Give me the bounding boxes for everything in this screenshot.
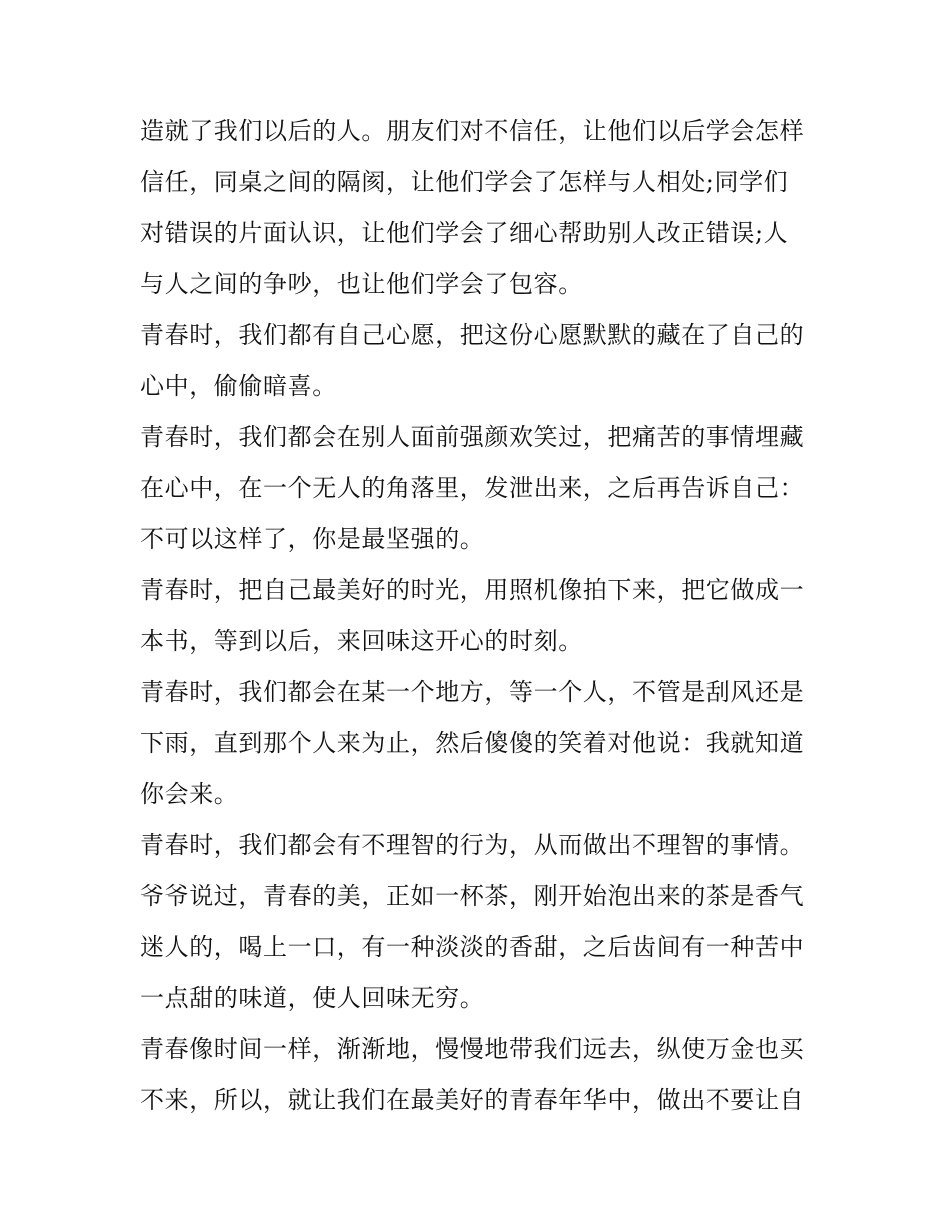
text-line: 不来，所以，就让我们在最美好的青春年华中，做出不要让自 bbox=[140, 1086, 805, 1114]
text-line: 青春时，我们都会在某一个地方，等一个人，不管是刮风还是 bbox=[140, 678, 805, 706]
text-line: 对错误的片面认识，让他们学会了细心帮助别人改正错误;人 bbox=[140, 219, 789, 247]
text-line: 青春像时间一样，渐渐地，慢慢地带我们远去，纵使万金也买 bbox=[140, 1035, 805, 1063]
text-line: 青春时，我们都有自己心愿，把这份心愿默默的藏在了自己的 bbox=[140, 321, 805, 349]
text-line: 下雨，直到那个人来为止，然后傻傻的笑着对他说：我就知道 bbox=[140, 729, 805, 757]
text-line: 造就了我们以后的人。朋友们对不信任，让他们以后学会怎样 bbox=[140, 117, 805, 145]
text-line: 本书，等到以后，来回味这开心的时刻。 bbox=[140, 627, 583, 655]
text-line: 青春时，我们都会有不理智的行为，从而做出不理智的事情。 bbox=[140, 831, 805, 859]
text-line: 迷人的，喝上一口，有一种淡淡的香甜，之后齿间有一种苦中 bbox=[140, 933, 805, 961]
text-line: 爷爷说过，青春的美，正如一杯茶，刚开始泡出来的茶是香气 bbox=[140, 882, 805, 910]
text-line: 在心中，在一个无人的角落里，发泄出来，之后再告诉自己： bbox=[140, 474, 805, 502]
text-line: 不可以这样了，你是最坚强的。 bbox=[140, 525, 485, 553]
text-line: 一点甜的味道，使人回味无穷。 bbox=[140, 984, 485, 1012]
text-line: 你会来。 bbox=[140, 780, 239, 808]
text-line: 心中，偷偷暗喜。 bbox=[140, 372, 337, 400]
text-line: 与人之间的争吵，也让他们学会了包容。 bbox=[140, 270, 583, 298]
text-line: 青春时，我们都会在别人面前强颜欢笑过，把痛苦的事情埋藏 bbox=[140, 423, 805, 451]
text-line: 青春时，把自己最美好的时光，用照机像拍下来，把它做成一 bbox=[140, 576, 805, 604]
text-line: 信任，同桌之间的隔阂，让他们学会了怎样与人相处;同学们 bbox=[140, 168, 789, 196]
body-text bbox=[140, 106, 815, 1126]
